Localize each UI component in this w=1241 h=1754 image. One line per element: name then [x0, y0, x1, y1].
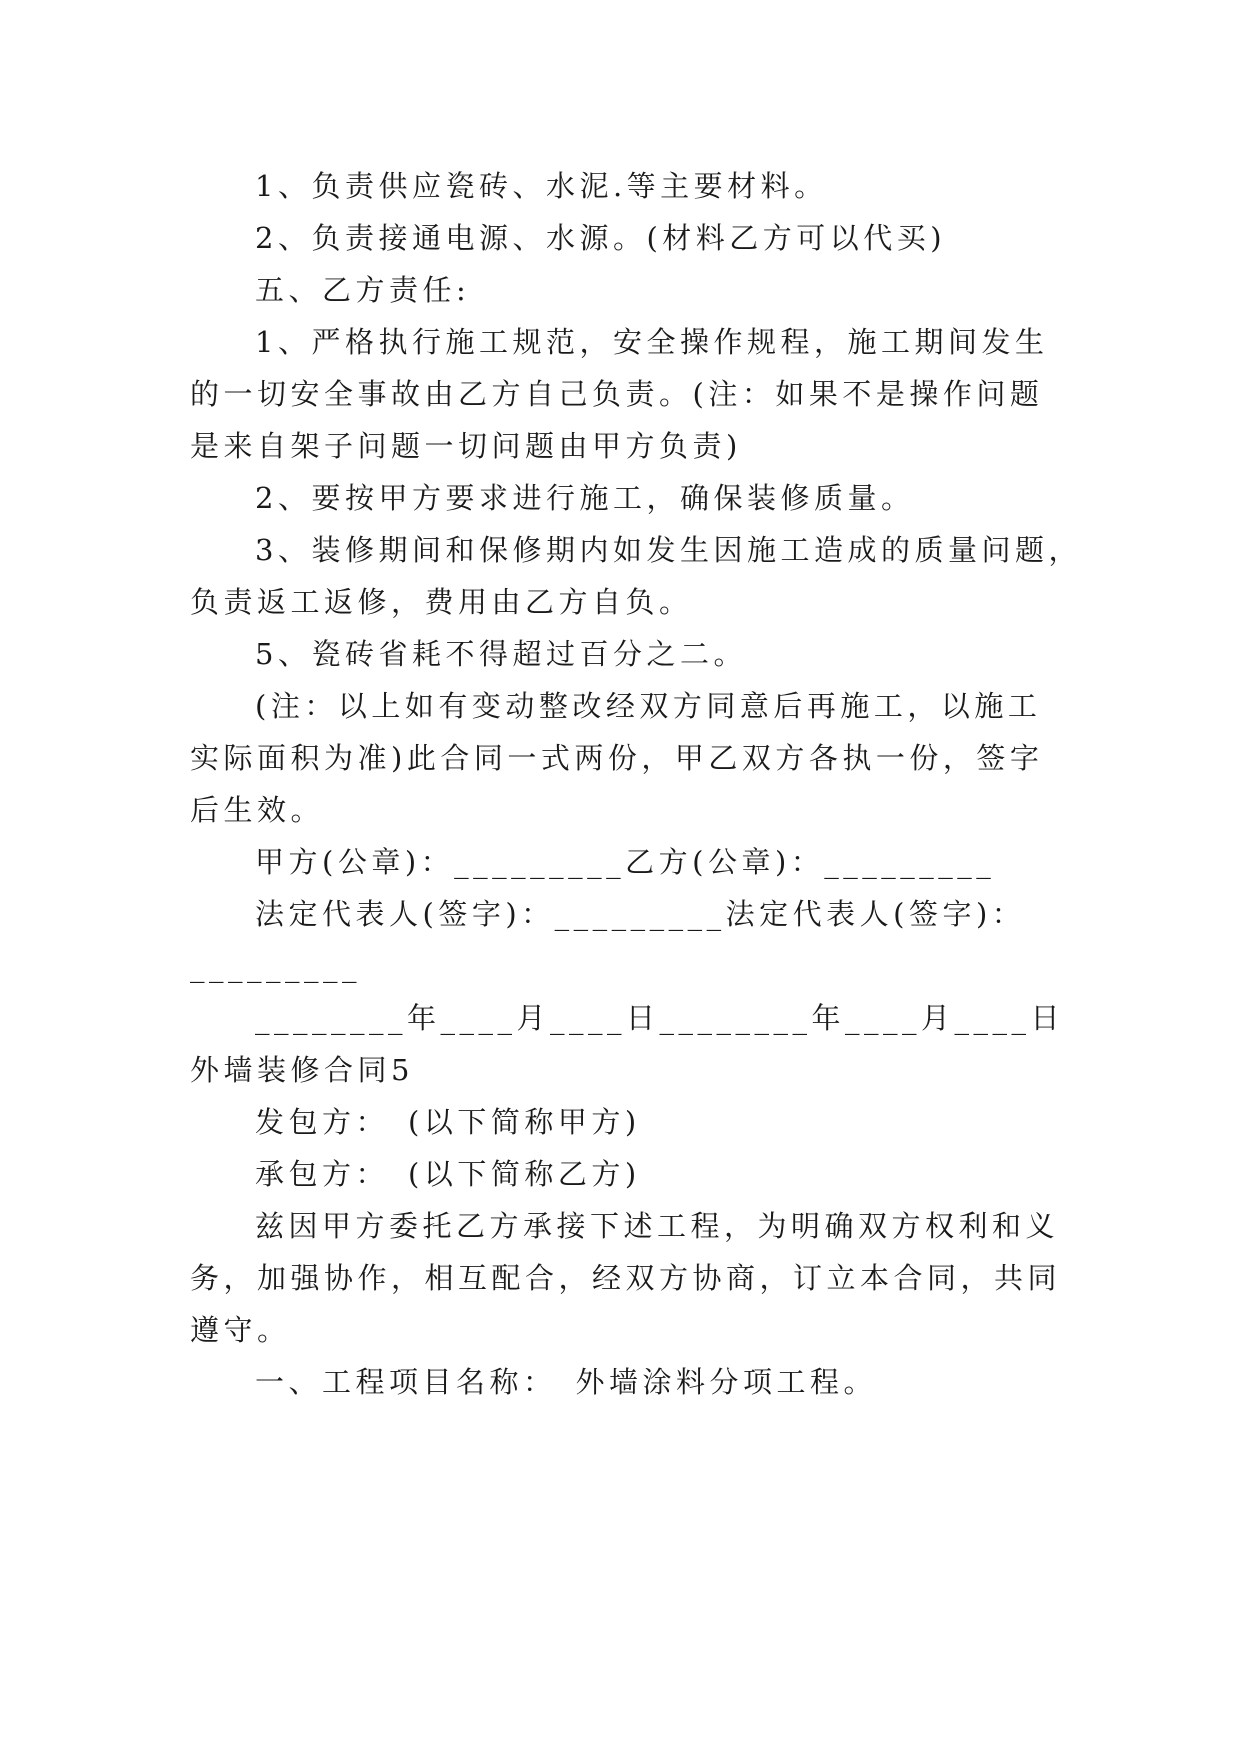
clause-warranty-line-2: 负责返工返修，费用由乙方自负。: [190, 585, 693, 619]
signature-line: 法定代表人(签字)：_________法定代表人(签字)：: [255, 897, 1026, 931]
clause-safety-line-2: 的一切安全事故由乙方自己负责。(注：如果不是操作问题: [190, 377, 1044, 411]
clause-safety-line-3: 是来自架子问题一切问题由甲方负责): [190, 429, 742, 463]
project-name-line: 一、工程项目名称： 外墙涂料分项工程。: [255, 1365, 878, 1399]
clause-party-a-materials: 1、负责供应瓷砖、水泥.等主要材料。: [255, 169, 828, 203]
clause-tile-loss: 5、瓷砖省耗不得超过百分之二。: [255, 637, 747, 671]
note-line-1: (注：以上如有变动整改经双方同意后再施工，以施工: [255, 689, 1042, 723]
preamble-line-3: 遵守。: [190, 1313, 291, 1347]
signature-blank: _________: [190, 949, 361, 983]
clause-safety-line-1: 1、严格执行施工规范，安全操作规程，施工期间发生: [255, 325, 1049, 359]
date-line: ________年____月____日________年____月____日: [255, 1001, 1065, 1035]
seal-line: 甲方(公章)：_________乙方(公章)：_________: [255, 845, 996, 879]
clause-party-a-utilities: 2、负责接通电源、水源。(材料乙方可以代买): [255, 221, 947, 255]
note-line-3: 后生效。: [190, 793, 325, 827]
contractor-line: 承包方： (以下简称乙方): [255, 1157, 641, 1191]
preamble-line-2: 务，加强协作，相互配合，经双方协商，订立本合同，共同: [190, 1261, 1062, 1295]
contract-title: 外墙装修合同5: [190, 1053, 414, 1087]
employer-line: 发包方： (以下简称甲方): [255, 1105, 641, 1139]
note-line-2: 实际面积为准)此合同一式两份，甲乙双方各执一份，签字: [190, 741, 1044, 775]
clause-quality: 2、要按甲方要求进行施工，确保装修质量。: [255, 481, 915, 515]
section-heading-party-b-duties: 五、乙方责任:: [255, 273, 471, 307]
clause-warranty-line-1: 3、装修期间和保修期内如发生因施工造成的质量问题，: [255, 533, 1082, 567]
preamble-line-1: 兹因甲方委托乙方承接下述工程，为明确双方权利和义: [255, 1209, 1060, 1243]
